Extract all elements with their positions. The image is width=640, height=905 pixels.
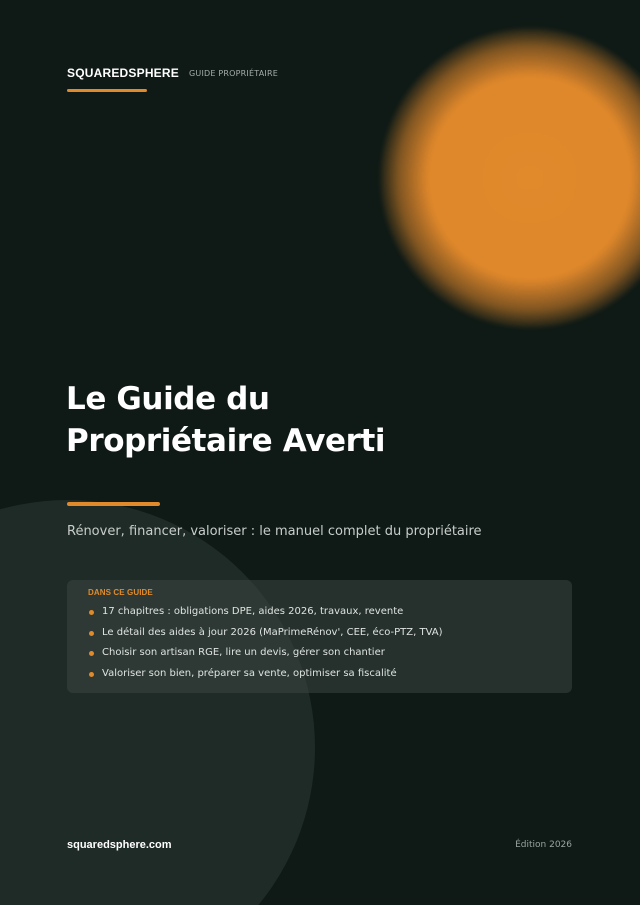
contents-item-text: Le détail des aides à jour 2026 (MaPrimeRénov', CEE, éco-PTZ, TVA) <box>102 626 443 638</box>
page-title <box>66 378 385 462</box>
contents-list <box>88 604 443 686</box>
contents-item-text: 17 chapitres : obligations DPE, aides 2026, travaux, revente <box>102 606 404 617</box>
contents-panel <box>67 580 572 693</box>
footer-website-link[interactable]: squaredsphere.com <box>67 839 172 851</box>
title-divider <box>67 502 160 506</box>
contents-heading: DANS CE GUIDE <box>88 588 153 597</box>
contents-list-item <box>88 625 443 646</box>
orange-orb-decoration <box>380 28 640 328</box>
contents-item-text: Choisir son artisan RGE, lire un devis, gérer son chantier <box>102 647 385 658</box>
brand-name: SQUAREDSPHERE <box>67 66 179 80</box>
title-line-1: Le Guide du <box>66 381 270 417</box>
contents-list-item <box>88 604 443 625</box>
bullet-icon <box>89 672 94 677</box>
contents-item-text: Valoriser son bien, préparer sa vente, optimiser sa fiscalité <box>102 667 397 679</box>
page-subtitle: Rénover, financer, valoriser : le manuel complet du propriétaire <box>67 524 482 539</box>
title-line-2: Propriétaire Averti <box>66 423 386 459</box>
brand-tagline: GUIDE PROPRIÉTAIRE <box>189 69 278 78</box>
bullet-icon <box>89 610 94 615</box>
footer-edition: Édition 2026 <box>515 840 572 850</box>
bullet-icon <box>89 631 94 636</box>
bullet-icon <box>89 651 94 656</box>
contents-list-item <box>88 666 443 687</box>
brand-underline <box>67 89 147 92</box>
contents-list-item <box>88 645 443 666</box>
